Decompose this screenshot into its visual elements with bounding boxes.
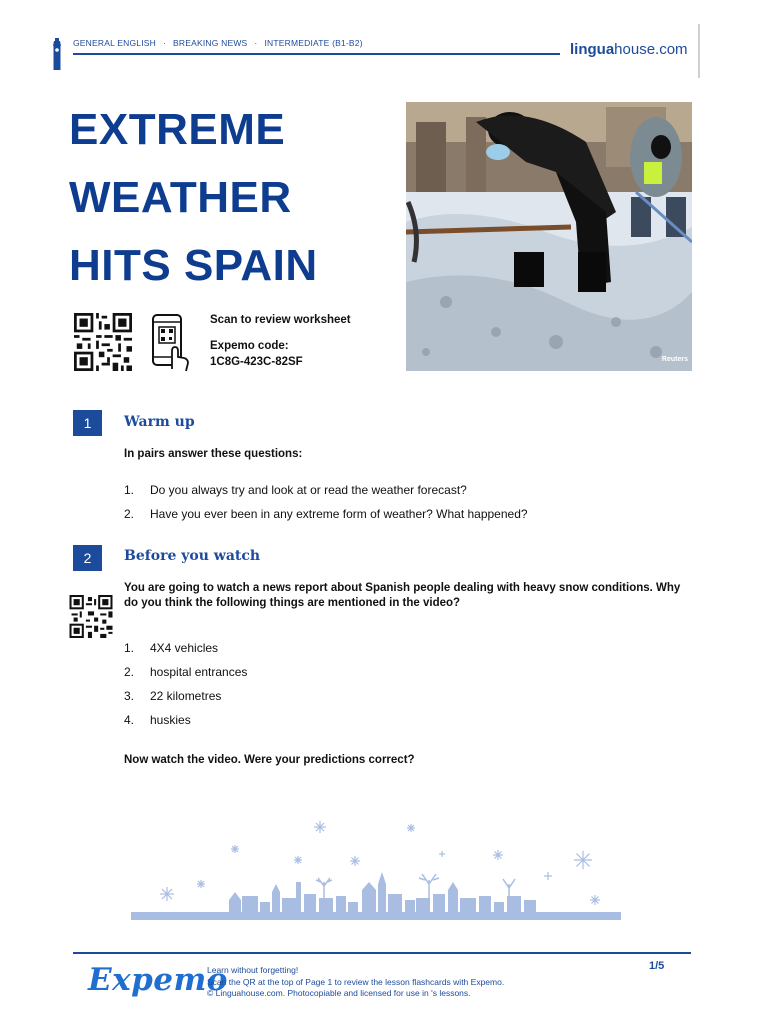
breadcrumb: [73, 38, 363, 48]
item-number: 1.: [124, 483, 135, 497]
footer-copyright: © Linguahouse.com. Photocopiable and licensed for use in 's lessons.: [207, 988, 471, 998]
title-line-2: WEATHER: [69, 173, 292, 222]
hero-photo: [406, 102, 692, 371]
list-item: [124, 689, 247, 713]
item-text: 4X4 vehicles: [150, 641, 219, 655]
item-number: 2.: [124, 507, 135, 521]
big-ben-icon: [52, 38, 62, 70]
section-2-heading: Before you watch: [124, 548, 261, 564]
footer-text: [207, 965, 504, 1000]
item-text: hospital entrances: [150, 665, 248, 679]
item-text: 22 kilometres: [150, 689, 222, 703]
brand-bold: lingua: [570, 41, 615, 58]
crumb-separator: ·: [163, 38, 167, 48]
header-bar: [52, 38, 702, 62]
footer-scan-note: Scan the QR at the top of Page 1 to review the lesson flashcards with Expemo.: [207, 976, 505, 987]
item-number: 3.: [124, 689, 135, 703]
scan-heading: Scan to review worksheet: [210, 314, 351, 326]
list-item: [124, 507, 528, 531]
page-number: 1/5: [649, 960, 665, 972]
brand-rest: house.com: [614, 41, 688, 58]
section-2-number: 2: [73, 545, 102, 571]
expemo-code: 1C8G-423C-82SF: [210, 356, 303, 368]
list-item: [124, 713, 247, 737]
photo-credit: Reuters: [661, 356, 688, 363]
page-title: [69, 96, 318, 300]
item-number: 4.: [124, 713, 135, 727]
instruction-line-1: You are going to watch a news report about Spanish people dealing with heavy snow conditions. Why: [124, 582, 681, 594]
header-divider: [698, 24, 700, 78]
section-1-heading: Warm up: [124, 414, 195, 430]
crumb-category[interactable]: BREAKING NEWS: [173, 38, 248, 48]
instruction-line-2: do you think the following things are mentioned in the video?: [124, 597, 461, 609]
item-number: 1.: [124, 641, 135, 655]
crumb-subject[interactable]: GENERAL ENGLISH: [73, 38, 156, 48]
footer-rule: [73, 952, 691, 954]
footer-tagline: Learn without forgetting!: [207, 965, 299, 975]
expemo-logo[interactable]: Expemo: [88, 962, 228, 998]
title-line-1: EXTREME: [69, 105, 286, 154]
section-2-items: [124, 641, 247, 737]
video-qr-code-icon[interactable]: [69, 595, 113, 638]
crumb-level[interactable]: INTERMEDIATE (B1-B2): [264, 38, 363, 48]
item-text: huskies: [150, 713, 191, 727]
list-item: [124, 483, 528, 507]
header-rule: [73, 53, 560, 55]
list-item: [124, 641, 247, 665]
title-line-3: HITS SPAIN: [69, 241, 318, 290]
item-text: Do you always try and look at or read the weather forecast?: [150, 483, 467, 497]
crumb-separator: ·: [254, 38, 258, 48]
phone-scan-icon: [150, 313, 192, 373]
list-item: [124, 665, 247, 689]
section-1-instruction: In pairs answer these questions:: [124, 448, 303, 460]
section-1-questions: [124, 483, 528, 531]
scan-info: [210, 312, 351, 370]
snow-shoveling-illustration: [406, 102, 692, 371]
closing-prompt: Now watch the video. Were your predictions correct?: [124, 754, 415, 766]
section-2-instruction: [124, 581, 680, 611]
item-number: 2.: [124, 665, 135, 679]
item-text: Have you ever been in any extreme form of weather? What happened?: [150, 507, 528, 521]
qr-code-icon[interactable]: [73, 313, 133, 371]
snowy-town-illustration: [124, 812, 624, 924]
brand-logo[interactable]: [570, 41, 688, 58]
expemo-code-label: Expemo code:: [210, 340, 289, 352]
section-1-number: 1: [73, 410, 102, 436]
